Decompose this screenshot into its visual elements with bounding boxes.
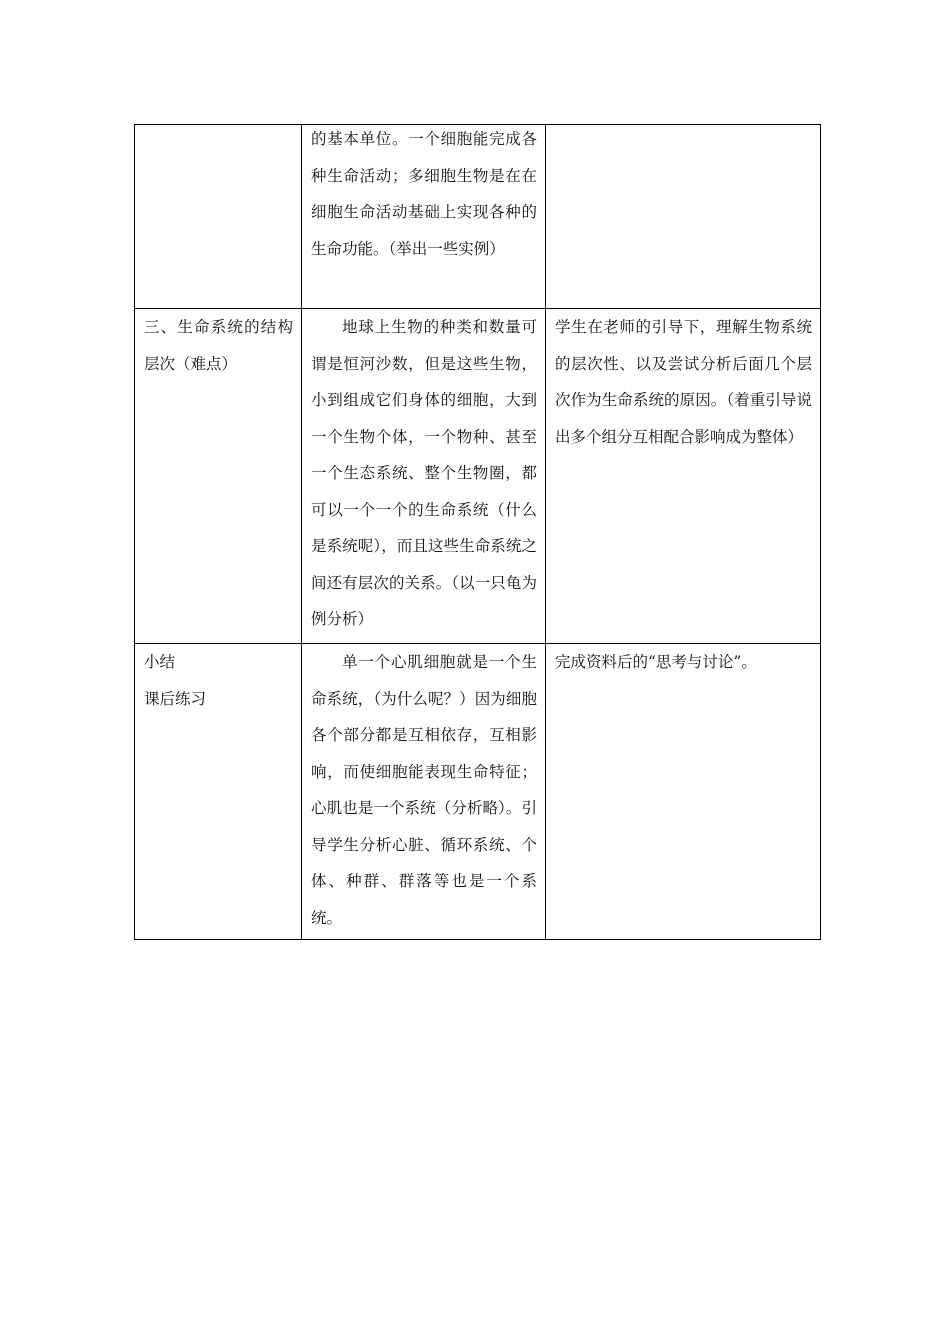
cell-text: 的基本单位。一个细胞能完成各种生命活动；多细胞生物是在在细胞生命活动基础上实现各种的生命功能。（举出一些实例） [311, 130, 537, 258]
table-row [135, 309, 821, 644]
table-cell-student-activity [546, 309, 821, 644]
cell-text: 单一个心肌细胞就是一个生命系统，（为什么呢？）因为细胞各个部分都是互相依存，互相影响，而使细胞能表现生命特征；心肌也是一个系统（分析略）。引导学生分析心脏、循环系统、个体、种群、群落等也是一个系统。 [311, 653, 537, 927]
table-cell-stage [135, 309, 302, 644]
table-cell-teacher-activity [302, 644, 546, 940]
cell-text: 地球上生物的种类和数量可谓是恒河沙数，但是这些生物，小到组成它们身体的细胞，大到一个生物个体，一个物种、甚至一个生态系统、整个生物圈，都可以一个一个的生命系统（什么是系统呢），而且这些生命系统之间还有层次的关系。（以一只龟为例分析） [311, 318, 537, 628]
stage-label-summary: 小结 [144, 653, 176, 671]
cell-text [135, 644, 301, 717]
cell-text: 三、生命系统的结构层次（难点） [144, 318, 293, 373]
lesson-plan-table [134, 124, 821, 940]
table-cell-stage [135, 644, 302, 940]
table-cell-teacher-activity [302, 125, 546, 309]
table-row [135, 125, 821, 309]
stage-label-homework: 课后练习 [144, 689, 207, 708]
table-row [135, 644, 821, 940]
table-cell-stage [135, 125, 302, 309]
table-cell-student-activity [546, 644, 821, 940]
table-cell-teacher-activity [302, 309, 546, 644]
cell-text: 完成资料后的“思考与讨论”。 [555, 653, 757, 671]
table-cell-student-activity [546, 125, 821, 309]
cell-text: 学生在老师的引导下，理解生物系统的层次性、以及尝试分析后面几个层次作为生命系统的原因。（着重引导说出多个组分互相配合影响成为整体） [555, 318, 812, 446]
